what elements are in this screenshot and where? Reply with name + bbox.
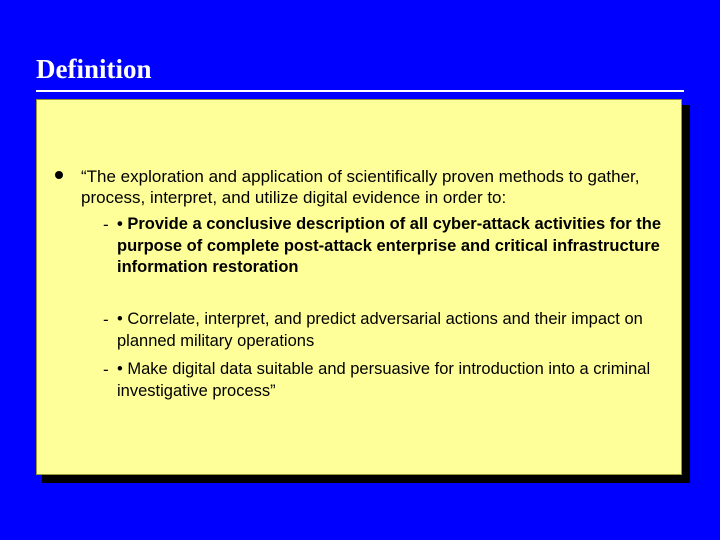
slide-title: Definition	[36, 54, 152, 84]
bullet-icon	[55, 171, 63, 179]
content-box	[36, 99, 682, 475]
dash-icon: -	[103, 310, 109, 329]
sub-point-criminal: • Make digital data suitable and persuasive for introduction into a criminal investigative process”	[117, 360, 651, 400]
dash-icon: -	[103, 360, 109, 379]
sub-point-military: • Correlate, interpret, and predict adversarial actions and their impact on planned military operations	[117, 310, 643, 350]
definition-text: “The exploration and application of scientifically proven methods to gather, process, interpret, and utilize digital evidence in order to:	[81, 167, 640, 207]
dash-icon: -	[103, 215, 109, 234]
title-underline	[36, 90, 684, 92]
sub-point-restoration: • Provide a conclusive description of all cyber-attack activities for the purpose of complete post-attack enterprise and critical infrastructure information restoration	[117, 215, 662, 276]
